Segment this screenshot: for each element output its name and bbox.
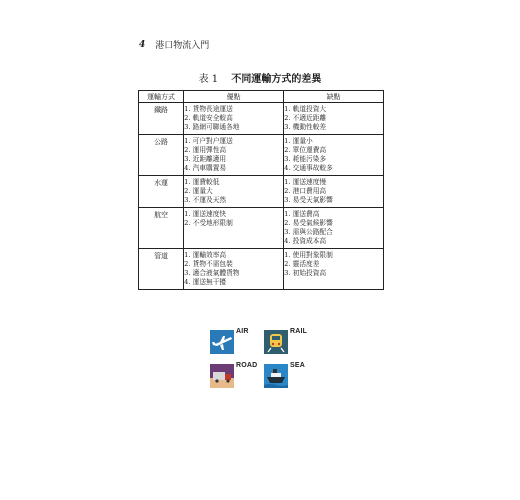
- advantage-item: 2. 軌道安全較高: [184, 114, 233, 122]
- disadvantage-item: 1. 使用對象限制: [284, 251, 333, 259]
- column-header-pros: 優點: [184, 91, 284, 103]
- transport-mode-cell: 鐵路: [139, 103, 184, 135]
- disadvantage-item: 4. 交通事故較多: [284, 164, 333, 172]
- disadvantage-item: 4. 投資成本高: [284, 237, 327, 245]
- table-row: [139, 135, 384, 176]
- ship-icon: [264, 364, 288, 388]
- column-header-mode: 運輸方式: [139, 91, 184, 103]
- advantages-cell: [184, 176, 284, 208]
- advantage-item: 3. 近距離適用: [184, 155, 227, 163]
- disadvantage-item: 2. 靈活度差: [284, 260, 320, 268]
- advantages-cell: [184, 103, 284, 135]
- disadvantages-cell: [284, 208, 384, 249]
- transport-icons: [210, 326, 330, 396]
- disadvantage-item: 1. 運送速度慢: [284, 178, 327, 186]
- column-header-cons: 缺點: [284, 91, 384, 103]
- sea-label: SEA: [290, 362, 305, 369]
- book-title: 港口物流入門: [155, 41, 210, 51]
- airplane-icon: [210, 330, 234, 354]
- disadvantage-item: 1. 運送費高: [284, 210, 320, 218]
- disadvantages-cell: [284, 176, 384, 208]
- advantage-item: 2. 運用彈性高: [184, 146, 227, 154]
- transport-mode-cell: 航空: [139, 208, 184, 249]
- advantage-item: 1. 貨物長途運送: [184, 105, 233, 113]
- advantage-item: 3. 不運及天然: [184, 196, 227, 204]
- table-row: [139, 208, 384, 249]
- advantages-cell: [184, 135, 284, 176]
- train-icon: [264, 330, 288, 354]
- air-label: AIR: [236, 328, 249, 335]
- advantage-item: 1. 運輸效率高: [184, 251, 227, 259]
- comparison-table: [138, 90, 384, 290]
- advantage-item: 1. 可户對户運送: [184, 137, 233, 145]
- disadvantages-cell: [284, 135, 384, 176]
- disadvantage-item: 1. 軌道投資大: [284, 105, 327, 113]
- advantages-cell: [184, 249, 284, 290]
- table-row: [139, 249, 384, 290]
- transport-mode-cell: 公路: [139, 135, 184, 176]
- advantage-item: 2. 不受地形限制: [184, 219, 233, 227]
- disadvantage-item: 2. 港口費用高: [284, 187, 327, 195]
- page-header: [139, 38, 209, 51]
- disadvantage-item: 3. 初始投資高: [284, 269, 327, 277]
- advantage-item: 2. 貨物不需包裝: [184, 260, 233, 268]
- disadvantage-item: 3. 易受天氣影響: [284, 196, 333, 204]
- transport-mode-cell: 管道: [139, 249, 184, 290]
- disadvantage-item: 3. 機動性較差: [284, 123, 327, 131]
- transport-mode-cell: 水運: [139, 176, 184, 208]
- table-header-row: [139, 91, 384, 103]
- disadvantage-item: 2. 單位運費高: [284, 146, 327, 154]
- road-label: ROAD: [236, 362, 258, 369]
- table-number: 表 1: [198, 74, 219, 85]
- disadvantage-item: 2. 易受氣候影響: [284, 219, 333, 227]
- advantage-item: 3. 適合液氣體貨物: [184, 269, 240, 277]
- truck-icon: [210, 364, 234, 388]
- disadvantage-item: 3. 需與公路配合: [284, 228, 333, 236]
- table-row: [139, 103, 384, 135]
- table-caption: [0, 70, 520, 85]
- disadvantages-cell: [284, 249, 384, 290]
- table-row: [139, 176, 384, 208]
- page-number: 4: [139, 39, 146, 50]
- advantages-cell: [184, 208, 284, 249]
- advantage-item: 2. 運量大: [184, 187, 213, 195]
- disadvantage-item: 2. 不適近距離: [284, 114, 327, 122]
- disadvantage-item: 3. 耗能污染多: [284, 155, 327, 163]
- advantage-item: 4. 汽車購置易: [184, 164, 227, 172]
- advantage-item: 1. 運送速度快: [184, 210, 227, 218]
- rail-label: RAIL: [290, 328, 308, 335]
- advantage-item: 1. 運費較低: [184, 178, 220, 186]
- disadvantage-item: 1. 運量小: [284, 137, 313, 145]
- table-title: 不同運輸方式的差異: [231, 74, 322, 85]
- disadvantages-cell: [284, 103, 384, 135]
- advantage-item: 3. 路網可聯通各地: [184, 123, 240, 131]
- advantage-item: 4. 運送無干擾: [184, 278, 227, 286]
